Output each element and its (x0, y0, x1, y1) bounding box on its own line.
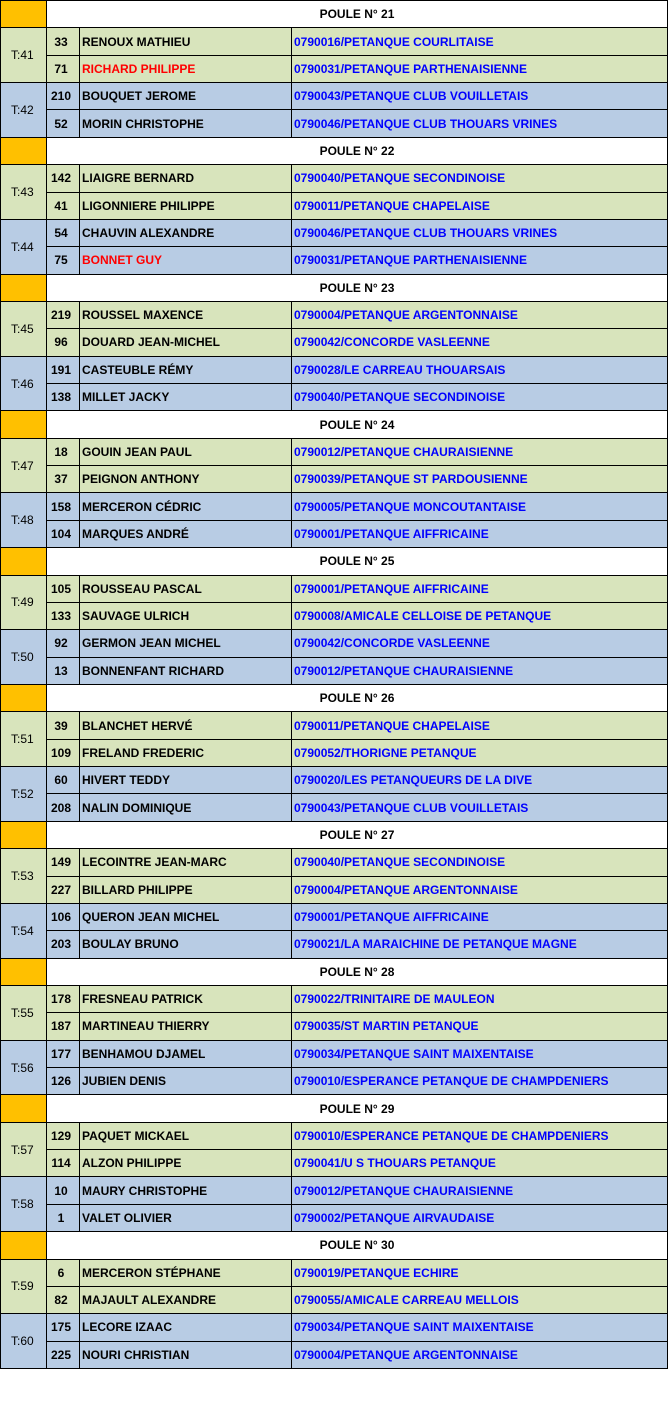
table-number: T:55 (1, 985, 47, 1040)
player-name: MAJAULT ALEXANDRE (80, 1286, 292, 1313)
club-name: 0790022/TRINITAIRE DE MAULEON (292, 985, 668, 1012)
player-number: 208 (47, 794, 80, 821)
club-name: 0790010/ESPERANCE PETANQUE DE CHAMPDENIERS (292, 1068, 668, 1095)
table-number: T:51 (1, 712, 47, 767)
table-number: T:48 (1, 493, 47, 548)
player-number: 210 (47, 83, 80, 110)
player-row (1, 739, 668, 766)
poule-title: POULE N° 25 (47, 548, 668, 575)
player-number: 1 (47, 1204, 80, 1231)
table-number: T:56 (1, 1040, 47, 1095)
table-number: T:52 (1, 767, 47, 822)
player-number: 187 (47, 1013, 80, 1040)
table-number: T:54 (1, 903, 47, 958)
player-row (1, 438, 668, 465)
poule-header-row (1, 548, 668, 575)
player-row (1, 876, 668, 903)
club-name: 0790001/PETANQUE AIFFRICAINE (292, 575, 668, 602)
poule-schedule-body (1, 1, 668, 1369)
player-name: ALZON PHILIPPE (80, 1150, 292, 1177)
player-number: 149 (47, 849, 80, 876)
player-name: RENOUX MATHIEU (80, 28, 292, 55)
player-row (1, 219, 668, 246)
player-row (1, 575, 668, 602)
player-name: GERMON JEAN MICHEL (80, 630, 292, 657)
club-name: 0790012/PETANQUE CHAURAISIENNE (292, 1177, 668, 1204)
player-row (1, 493, 668, 520)
club-name: 0790004/PETANQUE ARGENTONNAISE (292, 1341, 668, 1368)
player-number: 75 (47, 247, 80, 274)
player-number: 126 (47, 1068, 80, 1095)
poule-marker-cell (1, 1232, 47, 1259)
club-name: 0790016/PETANQUE COURLITAISE (292, 28, 668, 55)
player-row (1, 356, 668, 383)
player-row (1, 1177, 668, 1204)
club-name: 0790019/PETANQUE ECHIRE (292, 1259, 668, 1286)
player-number: 158 (47, 493, 80, 520)
player-row (1, 1040, 668, 1067)
player-number: 129 (47, 1122, 80, 1149)
player-name: CHAUVIN ALEXANDRE (80, 219, 292, 246)
club-name: 0790001/PETANQUE AIFFRICAINE (292, 903, 668, 930)
club-name: 0790042/CONCORDE VASLEENNE (292, 630, 668, 657)
player-row (1, 28, 668, 55)
club-name: 0790004/PETANQUE ARGENTONNAISE (292, 876, 668, 903)
table-number: T:46 (1, 356, 47, 411)
club-name: 0790011/PETANQUE CHAPELAISE (292, 192, 668, 219)
player-row (1, 1259, 668, 1286)
poule-title: POULE N° 23 (47, 274, 668, 301)
poule-title: POULE N° 22 (47, 137, 668, 164)
player-name: MAURY CHRISTOPHE (80, 1177, 292, 1204)
player-number: 219 (47, 301, 80, 328)
player-number: 82 (47, 1286, 80, 1313)
club-name: 0790040/PETANQUE SECONDINOISE (292, 165, 668, 192)
club-name: 0790010/ESPERANCE PETANQUE DE CHAMPDENIERS (292, 1122, 668, 1149)
table-number: T:50 (1, 630, 47, 685)
table-number: T:59 (1, 1259, 47, 1314)
poule-title: POULE N° 30 (47, 1232, 668, 1259)
player-number: 178 (47, 985, 80, 1012)
table-number: T:44 (1, 219, 47, 274)
poule-marker-cell (1, 274, 47, 301)
club-name: 0790005/PETANQUE MONCOUTANTAISE (292, 493, 668, 520)
player-number: 18 (47, 438, 80, 465)
player-name: PEIGNON ANTHONY (80, 466, 292, 493)
player-row (1, 931, 668, 958)
player-row (1, 1150, 668, 1177)
player-row (1, 985, 668, 1012)
poule-title: POULE N° 21 (47, 1, 668, 28)
club-name: 0790021/LA MARAICHINE DE PETANQUE MAGNE (292, 931, 668, 958)
poule-title: POULE N° 24 (47, 411, 668, 438)
player-row (1, 110, 668, 137)
player-row (1, 767, 668, 794)
poule-header-row (1, 1232, 668, 1259)
player-name: QUERON JEAN MICHEL (80, 903, 292, 930)
player-number: 71 (47, 55, 80, 82)
player-number: 105 (47, 575, 80, 602)
player-number: 133 (47, 602, 80, 629)
player-name: PAQUET MICKAEL (80, 1122, 292, 1149)
player-name: MILLET JACKY (80, 384, 292, 411)
club-name: 0790052/THORIGNE PETANQUE (292, 739, 668, 766)
player-number: 191 (47, 356, 80, 383)
club-name: 0790043/PETANQUE CLUB VOUILLETAIS (292, 794, 668, 821)
table-number: T:41 (1, 28, 47, 83)
player-number: 225 (47, 1341, 80, 1368)
player-row (1, 192, 668, 219)
player-row (1, 1286, 668, 1313)
table-number: T:45 (1, 301, 47, 356)
player-number: 41 (47, 192, 80, 219)
player-row (1, 329, 668, 356)
player-name: DOUARD JEAN-MICHEL (80, 329, 292, 356)
player-name: JUBIEN DENIS (80, 1068, 292, 1095)
player-name: MERCERON STÉPHANE (80, 1259, 292, 1286)
poule-marker-cell (1, 137, 47, 164)
player-row (1, 247, 668, 274)
player-row (1, 712, 668, 739)
player-number: 109 (47, 739, 80, 766)
poule-title: POULE N° 26 (47, 684, 668, 711)
player-row (1, 630, 668, 657)
table-number: T:53 (1, 849, 47, 904)
poule-marker-cell (1, 821, 47, 848)
player-name: LECORE IZAAC (80, 1314, 292, 1341)
player-name: RICHARD PHILIPPE (80, 55, 292, 82)
player-number: 114 (47, 1150, 80, 1177)
poule-title: POULE N° 28 (47, 958, 668, 985)
club-name: 0790012/PETANQUE CHAURAISIENNE (292, 657, 668, 684)
poule-marker-cell (1, 1, 47, 28)
player-name: NOURI CHRISTIAN (80, 1341, 292, 1368)
poule-header-row (1, 958, 668, 985)
player-row (1, 520, 668, 547)
player-name: MORIN CHRISTOPHE (80, 110, 292, 137)
club-name: 0790042/CONCORDE VASLEENNE (292, 329, 668, 356)
player-row (1, 384, 668, 411)
player-row (1, 1068, 668, 1095)
player-number: 96 (47, 329, 80, 356)
player-name: BENHAMOU DJAMEL (80, 1040, 292, 1067)
player-row (1, 1204, 668, 1231)
poule-title: POULE N° 27 (47, 821, 668, 848)
player-name: BILLARD PHILIPPE (80, 876, 292, 903)
player-name: LECOINTRE JEAN-MARC (80, 849, 292, 876)
player-number: 203 (47, 931, 80, 958)
poule-header-row (1, 274, 668, 301)
player-row (1, 165, 668, 192)
player-name: BONNET GUY (80, 247, 292, 274)
player-name: BOUQUET JEROME (80, 83, 292, 110)
club-name: 0790039/PETANQUE ST PARDOUSIENNE (292, 466, 668, 493)
poule-header-row (1, 1, 668, 28)
player-row (1, 55, 668, 82)
player-number: 177 (47, 1040, 80, 1067)
player-name: BOULAY BRUNO (80, 931, 292, 958)
player-row (1, 657, 668, 684)
player-number: 138 (47, 384, 80, 411)
player-name: LIAIGRE BERNARD (80, 165, 292, 192)
club-name: 0790011/PETANQUE CHAPELAISE (292, 712, 668, 739)
club-name: 0790040/PETANQUE SECONDINOISE (292, 849, 668, 876)
table-number: T:57 (1, 1122, 47, 1177)
player-number: 104 (47, 520, 80, 547)
poule-header-row (1, 1095, 668, 1122)
poule-marker-cell (1, 548, 47, 575)
club-name: 0790035/ST MARTIN PETANQUE (292, 1013, 668, 1040)
club-name: 0790046/PETANQUE CLUB THOUARS VRINES (292, 110, 668, 137)
player-row (1, 83, 668, 110)
player-number: 52 (47, 110, 80, 137)
player-name: GOUIN JEAN PAUL (80, 438, 292, 465)
player-name: SAUVAGE ULRICH (80, 602, 292, 629)
player-name: HIVERT TEDDY (80, 767, 292, 794)
player-row (1, 1013, 668, 1040)
player-number: 106 (47, 903, 80, 930)
table-number: T:49 (1, 575, 47, 630)
player-row (1, 903, 668, 930)
table-number: T:47 (1, 438, 47, 493)
poule-header-row (1, 411, 668, 438)
club-name: 0790001/PETANQUE AIFFRICAINE (292, 520, 668, 547)
player-name: CASTEUBLE RÉMY (80, 356, 292, 383)
player-number: 227 (47, 876, 80, 903)
player-number: 13 (47, 657, 80, 684)
player-name: LIGONNIERE PHILIPPE (80, 192, 292, 219)
club-name: 0790020/LES PETANQUEURS DE LA DIVE (292, 767, 668, 794)
player-name: BLANCHET HERVÉ (80, 712, 292, 739)
player-name: VALET OLIVIER (80, 1204, 292, 1231)
player-row (1, 1314, 668, 1341)
club-name: 0790004/PETANQUE ARGENTONNAISE (292, 301, 668, 328)
player-name: MERCERON CÉDRIC (80, 493, 292, 520)
club-name: 0790012/PETANQUE CHAURAISIENNE (292, 438, 668, 465)
player-row (1, 301, 668, 328)
player-number: 37 (47, 466, 80, 493)
table-number: T:58 (1, 1177, 47, 1232)
player-row (1, 849, 668, 876)
club-name: 0790046/PETANQUE CLUB THOUARS VRINES (292, 219, 668, 246)
club-name: 0790043/PETANQUE CLUB VOUILLETAIS (292, 83, 668, 110)
poule-title: POULE N° 29 (47, 1095, 668, 1122)
player-name: ROUSSEAU PASCAL (80, 575, 292, 602)
club-name: 0790040/PETANQUE SECONDINOISE (292, 384, 668, 411)
club-name: 0790008/AMICALE CELLOISE DE PETANQUE (292, 602, 668, 629)
poule-marker-cell (1, 1095, 47, 1122)
player-name: FRESNEAU PATRICK (80, 985, 292, 1012)
player-number: 33 (47, 28, 80, 55)
player-name: MARQUES ANDRÉ (80, 520, 292, 547)
player-row (1, 794, 668, 821)
club-name: 0790031/PETANQUE PARTHENAISIENNE (292, 55, 668, 82)
player-row (1, 1341, 668, 1368)
player-number: 54 (47, 219, 80, 246)
player-number: 60 (47, 767, 80, 794)
player-number: 142 (47, 165, 80, 192)
poule-marker-cell (1, 684, 47, 711)
player-number: 39 (47, 712, 80, 739)
player-name: MARTINEAU THIERRY (80, 1013, 292, 1040)
poule-header-row (1, 821, 668, 848)
poule-header-row (1, 684, 668, 711)
poule-marker-cell (1, 411, 47, 438)
club-name: 0790041/U S THOUARS PETANQUE (292, 1150, 668, 1177)
table-number: T:43 (1, 165, 47, 220)
club-name: 0790034/PETANQUE SAINT MAIXENTAISE (292, 1040, 668, 1067)
player-name: FRELAND FREDERIC (80, 739, 292, 766)
player-number: 92 (47, 630, 80, 657)
player-row (1, 602, 668, 629)
club-name: 0790002/PETANQUE AIRVAUDAISE (292, 1204, 668, 1231)
player-number: 175 (47, 1314, 80, 1341)
player-name: BONNENFANT RICHARD (80, 657, 292, 684)
player-number: 6 (47, 1259, 80, 1286)
table-number: T:42 (1, 83, 47, 138)
table-number: T:60 (1, 1314, 47, 1369)
player-name: NALIN DOMINIQUE (80, 794, 292, 821)
player-row (1, 1122, 668, 1149)
player-number: 10 (47, 1177, 80, 1204)
player-name: ROUSSEL MAXENCE (80, 301, 292, 328)
poule-marker-cell (1, 958, 47, 985)
club-name: 0790031/PETANQUE PARTHENAISIENNE (292, 247, 668, 274)
club-name: 0790055/AMICALE CARREAU MELLOIS (292, 1286, 668, 1313)
club-name: 0790028/LE CARREAU THOUARSAIS (292, 356, 668, 383)
club-name: 0790034/PETANQUE SAINT MAIXENTAISE (292, 1314, 668, 1341)
player-row (1, 466, 668, 493)
poule-header-row (1, 137, 668, 164)
